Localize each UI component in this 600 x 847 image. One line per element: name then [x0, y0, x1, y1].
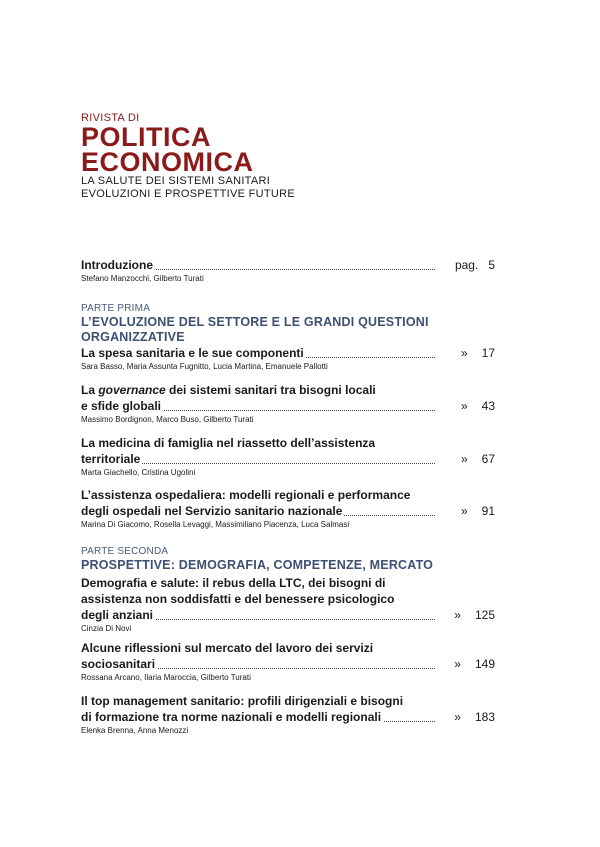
- entry-authors: Sara Basso, Maria Assunta Fugnitto, Lucia Martina, Emanuele Pallotti: [81, 362, 328, 371]
- page-number: » 43: [460, 399, 495, 413]
- page-number: » 91: [460, 504, 495, 518]
- toc-entry[interactable]: [81, 345, 495, 372]
- entry-title-line1: Demografia e salute: il rebus della LTC, dei bisogni di: [81, 576, 386, 590]
- rivista-label: RIVISTA DI: [81, 112, 140, 124]
- part-two-heading: [81, 546, 433, 573]
- part-title: PROSPETTIVE: DEMOGRAFIA, COMPETENZE, MERCATO: [81, 558, 434, 572]
- entry-title-line1: La governance dei sistemi sanitari tra bisogni locali: [81, 383, 376, 397]
- page-number: » 125: [454, 608, 495, 622]
- entry-title-line1: La medicina di famiglia nel riassetto dell’assistenza: [81, 436, 376, 450]
- page-number: pag. 5: [454, 258, 495, 272]
- entry-title-line2: sociosanitari: [81, 657, 156, 671]
- part-one-heading: [81, 303, 429, 345]
- masthead: [81, 112, 295, 201]
- entry-title: Introduzione: [81, 258, 153, 272]
- part-label: PARTE PRIMA: [81, 303, 151, 314]
- page-number: » 183: [454, 710, 495, 724]
- entry-title-line2: e sfide globali: [81, 399, 162, 413]
- entry-title-line2: territoriale: [81, 452, 141, 466]
- journal-title-line2: ECONOMICA: [81, 147, 254, 177]
- page-number: » 149: [454, 657, 495, 671]
- toc-entry[interactable]: [81, 640, 495, 683]
- entry-title-line2: assistenza non soddisfatti e del benessere psicologico: [81, 592, 395, 606]
- entry-title-line2: di formazione tra norme nazionali e modelli regionali: [81, 710, 382, 724]
- entry-title-line2: degli ospedali nel Servizio sanitario nazionale: [81, 504, 343, 518]
- entry-authors: Cinzia Di Novi: [81, 624, 132, 633]
- issue-subtitle-line1: LA SALUTE DEI SISTEMI SANITARI: [81, 175, 271, 187]
- entry-title-line3: degli anziani: [81, 608, 154, 622]
- entry-authors: Marta Giachello, Cristina Ugolini: [81, 468, 196, 477]
- entry-authors: Elenka Brenna, Anna Menozzi: [81, 726, 189, 735]
- part-label: PARTE SECONDA: [81, 546, 169, 557]
- page-number: » 17: [460, 346, 495, 360]
- entry-title: La spesa sanitaria e le sue componenti: [81, 346, 304, 360]
- issue-subtitle-line2: EVOLUZIONI E PROSPETTIVE FUTURE: [81, 188, 296, 200]
- page-number: » 67: [460, 452, 495, 466]
- toc-entry[interactable]: [81, 575, 495, 634]
- toc-entry[interactable]: [81, 435, 495, 478]
- entry-authors: Marina Di Giacomo, Rosella Levaggi, Massimiliano Piacenza, Luca Salmasi: [81, 520, 350, 529]
- entry-title-line1: Il top management sanitario: profili dirigenziali e bisogni: [81, 694, 404, 708]
- part-title-line2: ORGANIZZATIVE: [81, 330, 185, 344]
- toc-entry[interactable]: [81, 382, 495, 425]
- toc-entry-introduzione[interactable]: [81, 257, 495, 284]
- entry-authors: Stefano Manzocchi, Gilberto Turati: [81, 274, 204, 283]
- entry-title-line1: L’assistenza ospedaliera: modelli regionali e performance: [81, 488, 411, 502]
- entry-authors: Rossana Arcano, Ilaria Maroccia, Gilberto Turati: [81, 673, 251, 682]
- toc-entry[interactable]: [81, 693, 495, 736]
- toc-entry[interactable]: [81, 487, 495, 530]
- part-title-line1: L’EVOLUZIONE DEL SETTORE E LE GRANDI QUESTIONI: [81, 315, 429, 329]
- entry-authors: Massimo Bordignon, Marco Buso, Gilberto Turati: [81, 415, 254, 424]
- entry-title-line1: Alcune riflessioni sul mercato del lavoro dei servizi: [81, 641, 374, 655]
- journal-title-line1: POLITICA: [81, 122, 211, 152]
